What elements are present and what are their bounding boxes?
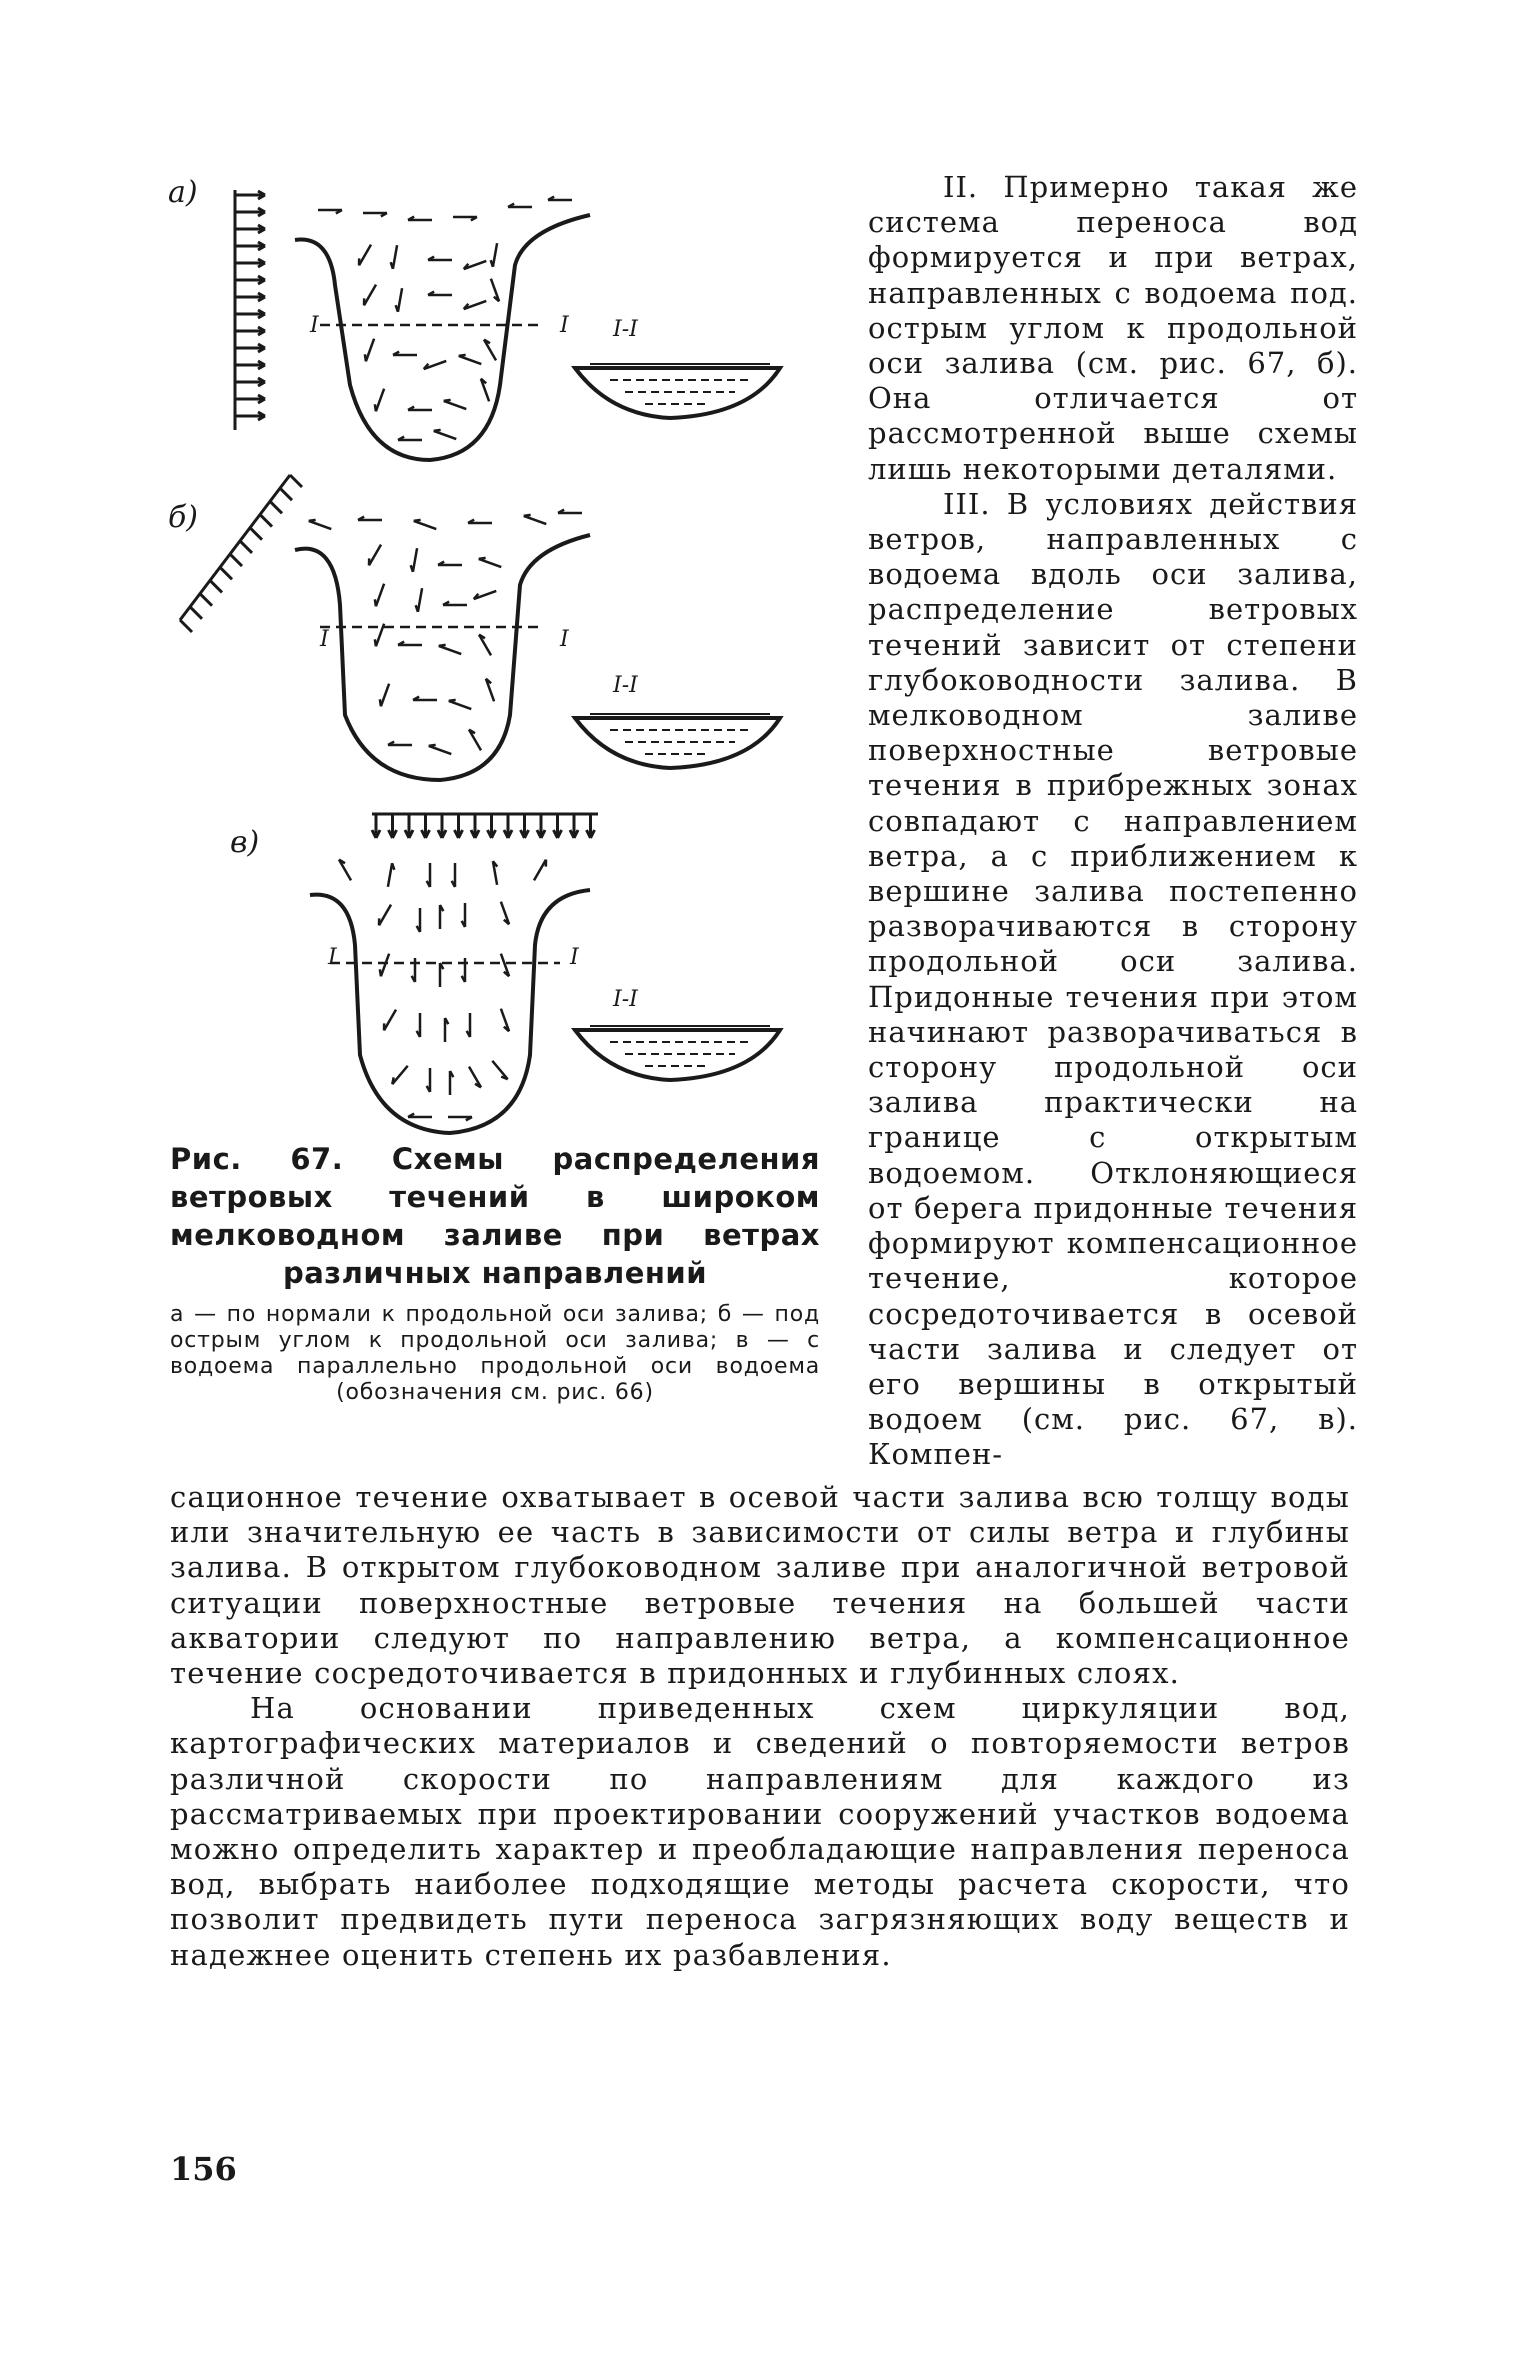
current-arrow [392, 1066, 407, 1084]
panel-label-a: а) [168, 175, 198, 210]
page-number: 156 [170, 2150, 237, 2188]
current-arrow [418, 588, 422, 612]
current-arrow [524, 516, 547, 524]
current-arrow [459, 356, 482, 364]
bay-plan-panel-c [290, 855, 600, 1145]
current-arrow [444, 401, 467, 409]
section-name-a: I-I [613, 317, 638, 342]
bay-plan-panel-a [290, 185, 590, 475]
figure-67 [160, 165, 820, 1145]
current-arrow [381, 684, 389, 707]
current-arrow [364, 285, 376, 306]
current-arrow [492, 1061, 507, 1079]
wind-arrow [230, 554, 242, 566]
wind-arrow [190, 607, 202, 619]
section-marker-left-a: I [310, 313, 319, 338]
current-arrow [439, 646, 462, 654]
current-arrow [493, 243, 497, 267]
current-arrow [379, 905, 391, 926]
cross-section-a [570, 360, 790, 425]
wind-arrows-panel-b [175, 470, 295, 630]
current-arrow [413, 548, 417, 572]
current-arrow [381, 954, 389, 977]
section-marker-right-c: I [570, 945, 579, 970]
current-arrow [384, 1010, 396, 1031]
section-marker-right-b: I [560, 627, 569, 652]
wind-arrow [290, 475, 302, 487]
current-arrow [393, 245, 397, 269]
wind-arrow [250, 528, 262, 540]
current-arrow [434, 431, 457, 439]
body-text [170, 1480, 1350, 1973]
wind-arrow [240, 541, 252, 553]
current-arrow [369, 545, 381, 566]
current-arrow [429, 746, 452, 754]
section-name-b: I-I [613, 673, 638, 698]
current-arrow [398, 288, 402, 312]
current-arrow [376, 584, 384, 607]
section-marker-left-b: I [320, 627, 329, 652]
wind-arrows-panel-c [370, 810, 600, 850]
paragraph-ii: II. Примерно такая же система переноса вод формируется и при ветрах, направленных с водоема под. острым углом к продольной оси залива (см. рис. 67, б). Она отличается от рассмотренной выше схемы лишь некоторыми деталями. [868, 170, 1358, 486]
section-name-c: I-I [613, 987, 638, 1012]
wind-arrows-panel-a [230, 185, 280, 435]
wind-arrow [210, 580, 222, 592]
current-arrow [414, 521, 437, 529]
panel-label-b: б) [168, 500, 199, 535]
current-arrow [376, 389, 384, 412]
section-marker-left-c: I [328, 945, 337, 970]
current-arrow [366, 339, 374, 362]
section-marker-right-a: I [560, 313, 569, 338]
panel-label-c: в) [230, 825, 260, 860]
paragraph-continuation: сационное течение охватывает в осевой части залива всю толщу воды или значительную ее часть в зависимости от силы ветра и глубины залива. В открытом глубоководном заливе при аналогичной ветровой ситуации поверхностные ветровые течения на большей части акватории следуют по направлению ветра, а компенсационное течение сосредоточивается в придонных и глубинных слоях. [170, 1480, 1350, 1691]
bay-plan-panel-b [290, 495, 590, 795]
right-column-text [868, 170, 1358, 1473]
wind-arrow [220, 567, 232, 579]
cross-section-b [570, 710, 790, 775]
wind-arrow [180, 620, 192, 632]
current-arrow [309, 521, 332, 529]
current-arrow [479, 559, 502, 567]
current-arrow [449, 701, 472, 709]
current-arrow [359, 245, 371, 266]
wind-arrow [260, 515, 272, 527]
cross-section-c [570, 1022, 790, 1087]
figure-caption [170, 1140, 820, 1406]
wind-arrow [270, 501, 282, 513]
current-arrow [534, 860, 546, 881]
caption-title: Рис. 67. Схемы распределения ветровых течений в широком мелководном заливе при ветрах различных направлений [170, 1142, 820, 1290]
paragraph-iii: III. В условиях действия ветров, направленных с водоема вдоль оси залива, распределение ветровых течений зависит от степени глубоководности залива. В мелководном заливе поверхностные ветровые течения в прибрежных зонах совпадают с направлением ветра, а с приближением к вершине залива постепенно разворачиваются в сторону продольной оси залива. Придонные течения при этом начинают разворачиваться в сторону продольной оси залива практически на границе с открытым водоемом. Отклоняющиеся от берега придонные течения формируют компенсационное течение, которое сосредоточивается в осевой части залива и следует от его вершины в открытый водоем (см. рис. 67, в). Компен- [868, 486, 1358, 1472]
caption-legend: а — по нормали к продольной оси залива; б — под острым углом к продольной оси залива; в — с водоема параллельно продольной оси водоема (обозначения см. рис. 66) [170, 1302, 820, 1405]
current-arrow [388, 863, 392, 887]
wind-arrow [200, 594, 212, 606]
paragraph-conclusion: На основании приведенных схем циркуляции вод, картографических материалов и сведений о повторяемости ветров различной скорости по направлениям для каждого из рассматриваемых при проектировании сооружений участков водоема можно определить характер и преобладающие направления переноса вод, выбрать наиболее подходящие методы расчета скорости, что позволит предвидеть пути переноса загрязняющих воду веществ и надежнее оценить степень их разбавления. [170, 1691, 1350, 1972]
